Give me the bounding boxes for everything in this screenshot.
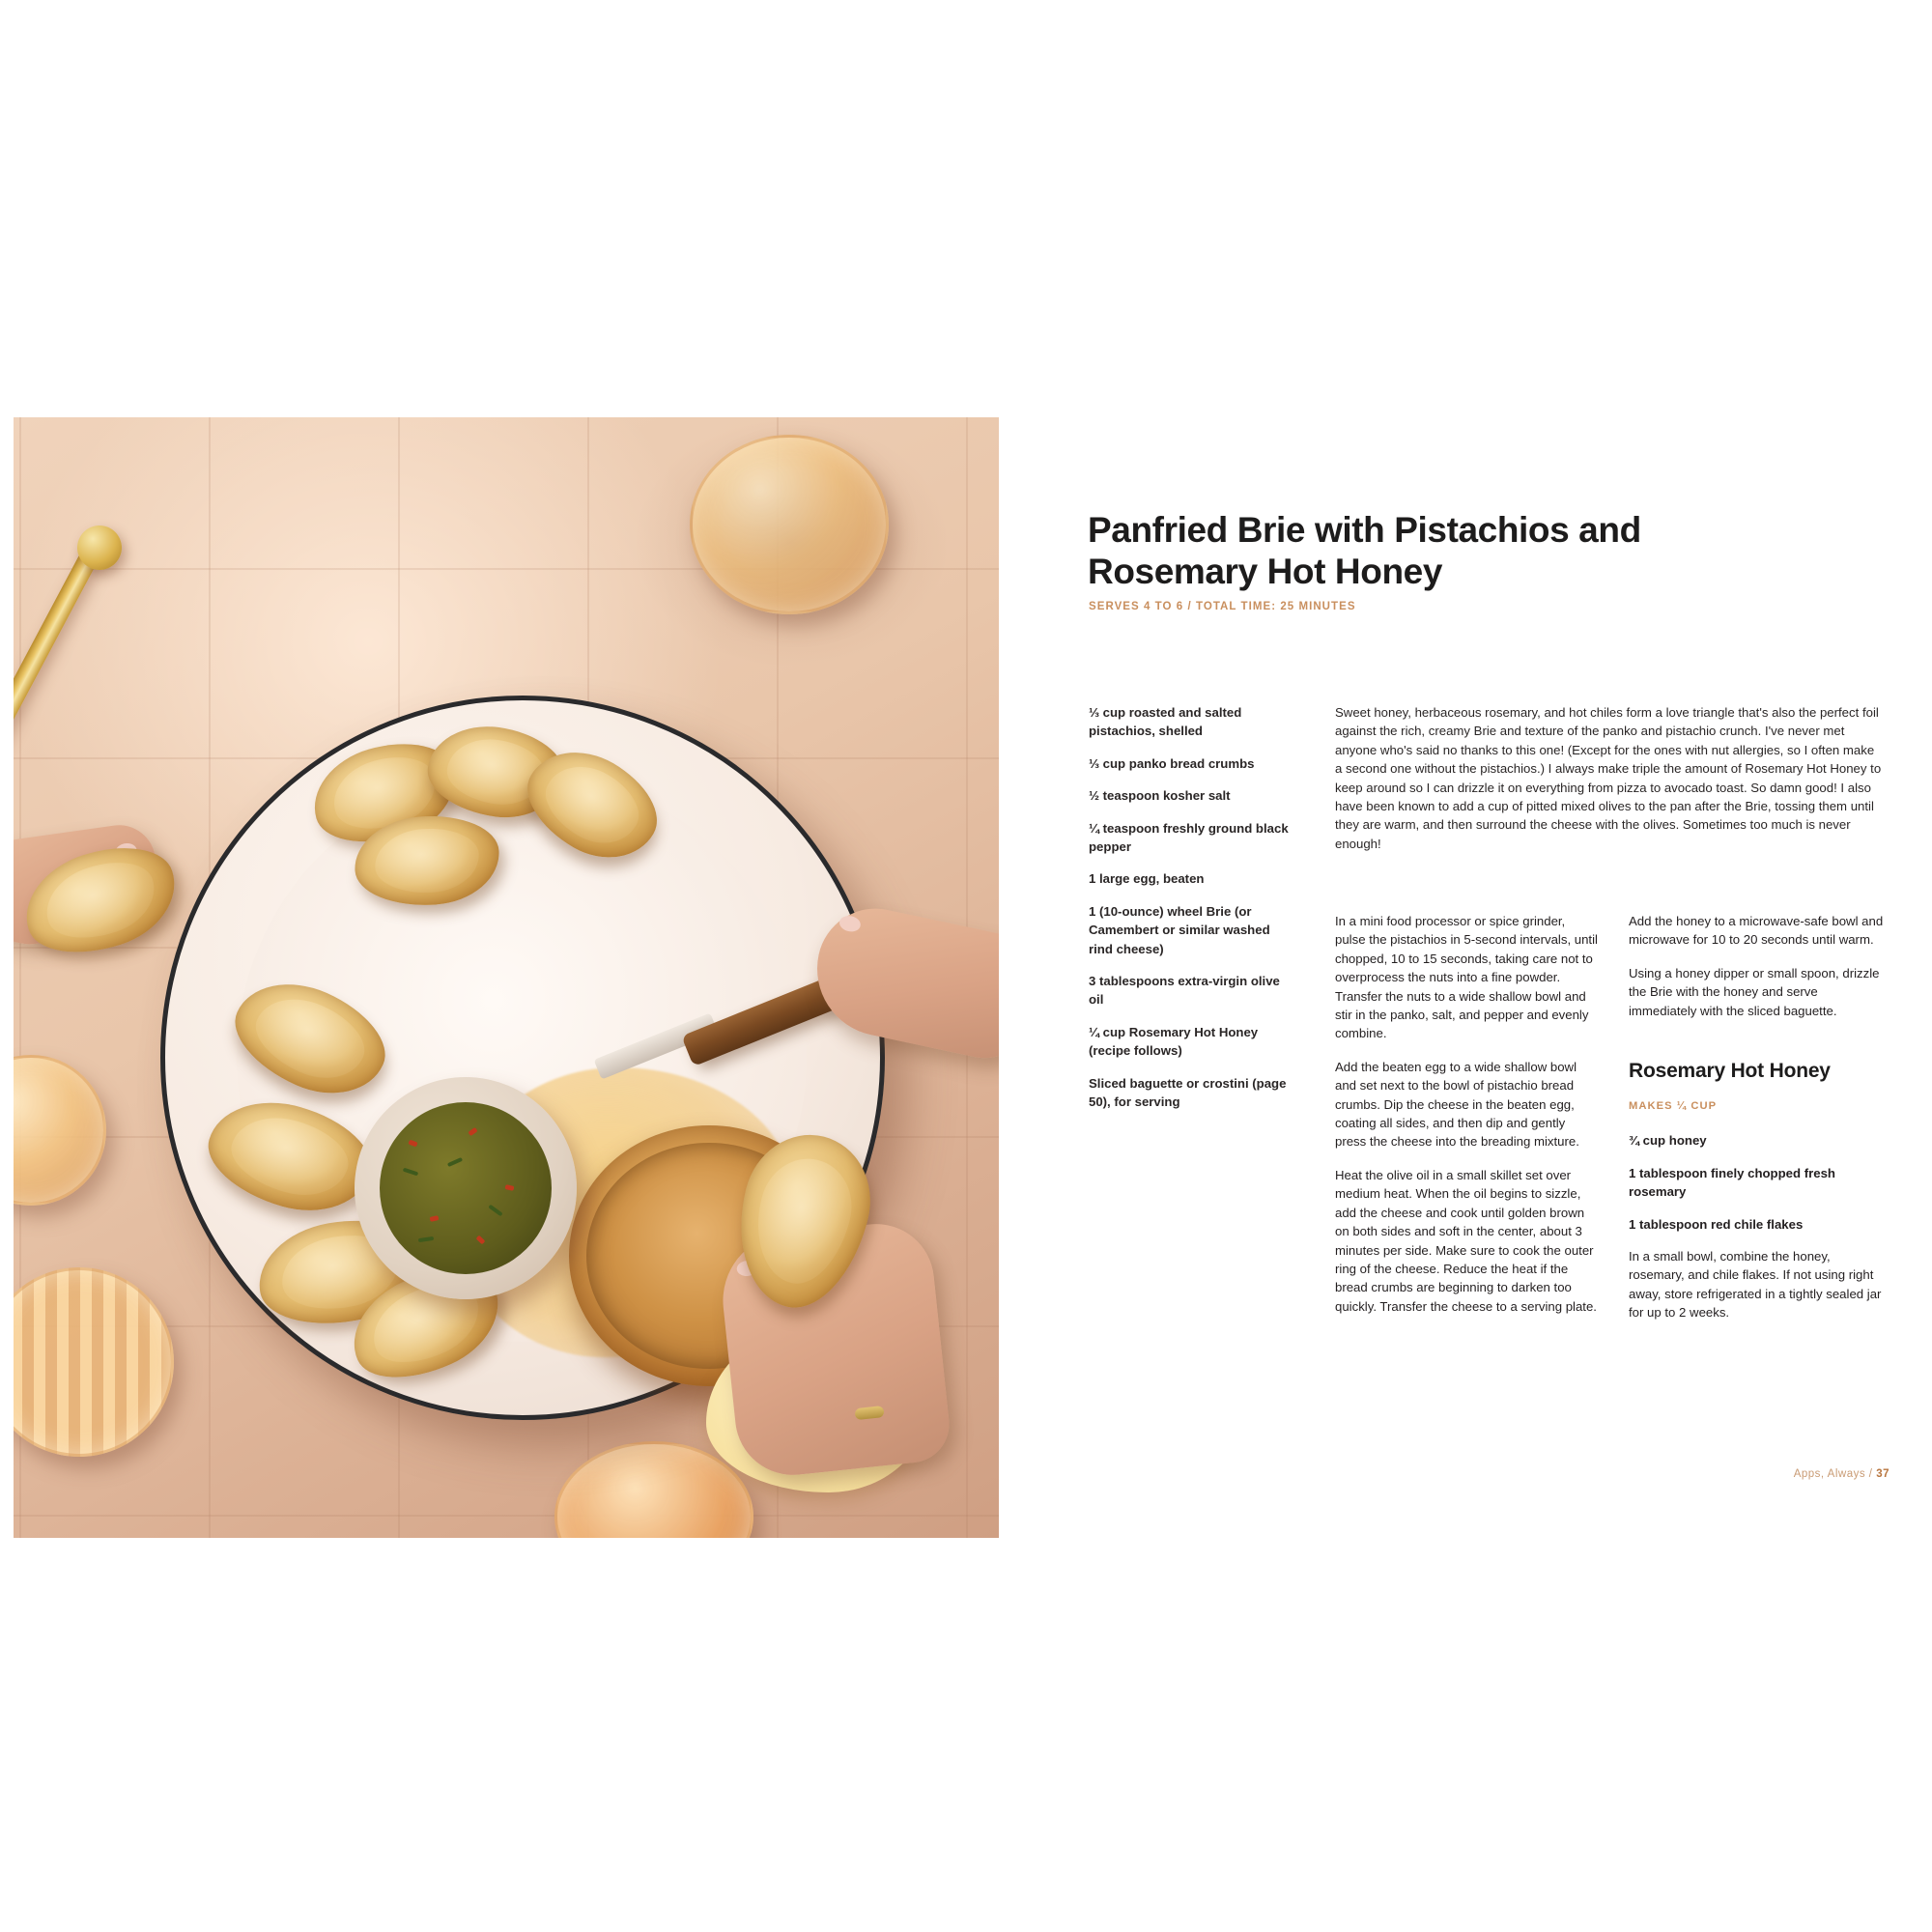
wine-glass-top-shadow [632, 417, 951, 668]
method-step: Add the beaten egg to a wide shallow bowl and set next to the bowl of pistachio bread crumbs. Dip the cheese in the beaten egg, coating all sides, and then dip and gently press the cheese into the breading mixture. [1335, 1059, 1579, 1150]
page-number: 37 [1876, 1468, 1889, 1480]
method-step: Add the honey to a microwave-safe bowl and microwave for 10 to 20 seconds until warm. [1629, 914, 1884, 948]
ingredient-item: ½ teaspoon kosher salt [1089, 788, 1231, 804]
sub-recipe-meta: MAKES ¼ CUP [1629, 1099, 1718, 1112]
method-step: Using a honey dipper or small spoon, drizzle the Brie with the honey and serve immediately with the sliced baguette. [1629, 965, 1880, 1018]
method-step: In a mini food processor or spice grinder, pulse the pistachios in 5-second intervals, until chopped, 10 to 15 seconds, taking care not to overprocess the nuts into a fine powder. Transfer the nuts to a wide shallow bowl and stir in the panko, salt, and pepper and evenly combine. [1335, 914, 1598, 1041]
rosemary-hot-honey [380, 1102, 552, 1274]
ingredient-item: 3 tablespoons extra-virgin olive oil [1089, 974, 1280, 1008]
ingredient-item: Sliced baguette or crostini (page 50), for serving [1089, 1075, 1287, 1110]
footer-label: Apps, Always / [1793, 1468, 1877, 1480]
ingredient-item: ⅓ cup roasted and salted pistachios, shelled [1089, 705, 1242, 739]
headnote-paragraph: Sweet honey, herbaceous rosemary, and hot chiles form a love triangle that's also the perfect foil against the rich, creamy Brie and texture of the panko and pistachio crunch. I've never met anyone who's said no thanks to this one! (Except for the ones with nut allergies, so I often make a second one without the pistachios.) I always make triple the amount of Rosemary Hot Honey to keep around so I can drizzle it on everything from pizza to avocado toast. So damn good! I also have been known to add a cup of pitted mixed olives to the pan after the Brie, tossing them until they are warm, and then surround the cheese with the olives. Sometimes too much is never enough! [1335, 705, 1882, 851]
recipe-meta: SERVES 4 TO 6 / TOTAL TIME: 25 MINUTES [1089, 601, 1356, 612]
chile-flake [505, 1184, 515, 1191]
recipe-headnote [1335, 703, 1885, 853]
ingredient-item: 1 large egg, beaten [1089, 871, 1205, 887]
chile-flake [408, 1140, 417, 1148]
method-column-right [1629, 912, 1885, 1322]
sub-ingredient-item: 1 tablespoon red chile flakes [1629, 1216, 1804, 1232]
honey-dip-bowl [355, 1077, 577, 1299]
rosemary-bit [447, 1157, 463, 1167]
recipe-text-page [1001, 417, 1918, 1538]
recipe-title: Panfried Brie with Pistachios and Rosemary Hot Honey [1088, 509, 1641, 592]
chile-flake [476, 1236, 486, 1245]
page-footer [1794, 1468, 1889, 1480]
chile-flake [430, 1215, 440, 1222]
sub-recipe-title: Rosemary Hot Honey [1629, 1060, 1831, 1083]
rosemary-bit [418, 1236, 434, 1242]
method-column-left [1335, 912, 1598, 1316]
chile-flake [468, 1127, 477, 1136]
sub-ingredient-item: ¾ cup honey [1629, 1133, 1707, 1149]
photo-background [14, 417, 999, 1538]
sub-ingredient-item: 1 tablespoon finely chopped fresh rosemary [1629, 1165, 1835, 1200]
method-step: Heat the olive oil in a small skillet set over medium heat. When the oil begins to sizzle, add the cheese and cook until golden brown on both sides and soft in the center, about 3 minutes per side. Make sure to cook the outer ring of the cheese. Reduce the heat if the bread crumbs are beginning to darken too quickly. Transfer the cheese to a serving plate. [1335, 1167, 1597, 1314]
fingernail [838, 914, 862, 933]
ingredients-list [1089, 703, 1296, 1112]
rosemary-bit [488, 1205, 502, 1217]
honey-dipper-knob [77, 526, 122, 570]
ingredient-item: ¼ cup Rosemary Hot Honey (recipe follows) [1089, 1024, 1259, 1059]
rosemary-bit [403, 1168, 418, 1177]
ingredient-item: ¼ teaspoon freshly ground black pepper [1089, 820, 1289, 855]
finger-ring [855, 1406, 885, 1420]
sub-recipe-method: In a small bowl, combine the honey, rosemary, and chile flakes. If not using right away, store refrigerated in a tightly sealed jar for up to 2 weeks. [1629, 1248, 1882, 1321]
ingredient-item: ⅓ cup panko bread crumbs [1089, 755, 1255, 771]
recipe-photo [14, 417, 999, 1538]
ingredient-item: 1 (10-ounce) wheel Brie (or Camembert or similar washed rind cheese) [1089, 903, 1270, 956]
